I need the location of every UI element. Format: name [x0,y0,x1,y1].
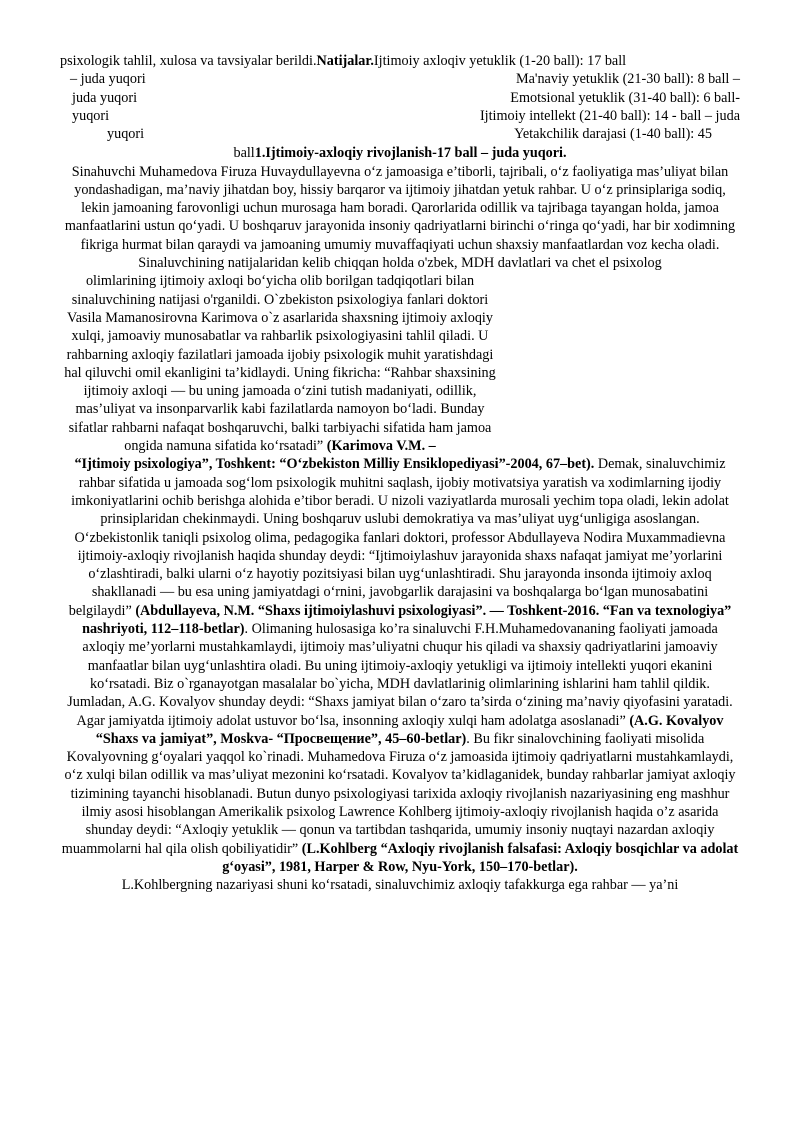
score-intellect: Ijtimoiy intellekt (21-40 ball): 14 - ball – juda [479,107,740,124]
paragraph-3-text: Demak, sinaluvchimiz rahbar sifatida u jamoada sog‘lom psixologik muhitni saqlash, ijobiy motivatsiya yaratish va xodimlarning ijodiy imkoniyatlarini ochib berishga alohida e’tibor beradi. U nizoli vaziyatlarda murosali yechim topa oladi, lekin adolat prinsiplaridan chekinmaydi. Uning boshqaruv uslubi demokratiya va mas’uliyat uyg‘unligiga asoslangan. O‘zbekistonlik taniqli psixolog olima, pedagogika fanlari doktori, professor Abdullayeva Nodira Muxammadievna ijtimoiy-axloqiy rivojlanish haqida shunday deydi: “Ijtimoiylashuv jarayonida shaxs nafaqat jamiyat me’yorlarini o‘zlashtiradi, balki ularni o‘z hayotiy pozitsiyasi bilan uyg‘unlashtiradi. Shu jarayonda insonda ijtimoiy axloq shakllanadi — bu esa uning jamiyatdagi o‘rnini, javobgarlik darajasini va boshqalarga bo‘lgan munosabatini belgilaydi” [68,456,729,619]
reference-kovalyov: (A.G. Kovalyov “Shaxs va jamiyat”, Moskva- “Просвещение”, 45–60-betlar) [95,712,724,747]
score-spiritual: Ma'naviy yetuklik (21-30 ball): 8 ball – [516,71,740,88]
score-text: – juda yuqori [70,71,146,88]
reference-start: (Karimova V.M. – [323,438,436,455]
score-social-moral: Ijtimoiy axloqiv yetuklik (1-20 ball): 17 ball [373,53,627,69]
results-intro-line [60,52,740,70]
reference-kohlberg: (L.Kohlberg “Axloqiy rivojlanish falsafasi: Axloqiy bosqichlar va adolat g‘oyasi”, 1981, Harper & Row, Nyu-York, 150–170-betlar). [222,840,739,875]
reference-karimova: “Ijtimoiy psixologiya”, Toshkent: “O‘zbekiston Milliy Ensiklopediyasi”-2004, 67–bet). [74,456,595,473]
reference-abdullayeva: (Abdullayeva, N.M. “Shaxs ijtimoiylashuvi psixologiyasi”. — Toshkent-2016. “Fan va texnologiya” nashriyoti, 112–118-betlar) [82,602,732,638]
paragraph-3 [60,455,740,876]
paragraph-5-text: . Bu fikr sinalovchining faoliyati misolida Kovalyovning g‘oyalari yaqqol ko`rinadi. Muhamedova Firuza o‘z jamoasida ijtimoiy qadriyatlarni mustahkamlaydi, o‘z xulqi bilan odillik va mas’uliyat mezonini ko‘rsatadi. Kovalyov ta’kidlaganidek, bunday rahbarlar jamiyat axloqiy tizimining tayanchi hisoblanadi. Butun dunyo psixologiyasi tarixida axloqiy rivojlanish nazariyasining eng mashhur ilmiy asosi hisoblangan Amerikalik psixolog Lawrence Kohlberg ijtimoiy-axloqiy rivojlanish haqida o’z asarida shunday deydi: “Axloqiy yetuklik — qonun va tartibdan tashqarida, umumiy insoniy nuqtayi nazardan axloqiy muammolarni hal qila olish qobiliyatidir” [61,730,736,857]
paragraph-6: L.Kohlbergning nazariyasi shuni ko‘rsatadi, sinaluvchimiz axloqiy tafakkurga ega rahbar — ya’ni [121,877,679,894]
heading-title: 1.Ijtimoiy-axloqiy rivojlanish-17 ball – juda yuqori. [254,145,567,162]
intro-text: psixologik tahlil, xulosa va tavsiyalar berildi. [60,53,317,69]
score-text: yuqori [72,107,110,124]
narrow-paragraph [60,272,500,455]
score-text: yuqori [107,126,145,143]
paragraph-4-text: . Olimaning hulosasiga ko’ra sinaluvchi F.H.Muhamedovananing faoliyati jamoada axloqiy me’yorlarni mustahkamlaydi, ijtimoiy mas’uliyatni chuqur his qiladi va shaxsiy qadriyatlarini jamoaviy manfaatlar bilan uyg‘unlashtira oladi. Bu uning ijtimoiy-axloqiy yetukligi va ijtimoiy intellekti yuqori ekanini ko‘rsatadi. Biz o`rganayotgan masalalar bo`yicha, MDH davlatlarinig olimlarining ishlarini ham tahlil qildik. Jumladan, A.G. Kovalyov shunday deydi: “Shaxs jamiyat bilan o‘zaro ta’sirda o‘zining ma’naviy qiyofasini yaratadi. Agar jamiyatda ijtimoiy adolat ustuvor bo‘lsa, insonning axloqiy xulqi ham adolatga asoslanadi” [67,621,733,729]
narrow-text: olimlarining ijtimoiy axloqi bo‘yicha olib borilgan tadqiqotlari bilan sinaluvchining natijasi o'rganildi. O`zbekiston psixologiya fanlari doktori Vasila Mamanosirovna Karimova o`z asarlarida shaxsning ijtimoiy axloqiy xulqi, jamoaviy munosabatlar va rahbarlik psixologiyasini tahlil qiladi. U rahbarning axloqiy fazilatlari jamoada ijobiy psixologik muhit yaratishdagi hal qiluvchi omil ekanligini ta’kidlaydi. Uning fikricha: “Rahbar shaxsining ijtimoiy axloqi — bu uning jamoada o‘zini tutish madaniyati, odillik, mas’uliyat va insonparvarlik kabi fazilatlarda namoyon bo‘ladi. Bunday sifatlar rahbarni nafaqat boshqaruvchi, balki tarbiyachi sifatida ham jamoa ongida namuna sifatida ko‘rsatadi” [64,273,496,455]
document-page [60,52,740,894]
paragraph-1: Sinahuvchi Muhamedova Firuza Huvaydullayevna o‘z jamoasiga e’tiborli, tajribali, o‘z faoliyatiga mas’uliyat bilan yondashadigan, ma’naviy jihatdan boy, hissiy barqaror va ijtimoiy jihatdan yetuk rahbar. U o‘z prinsiplariga sodiq, lekin jamoaning farovonligi uchun murosaga ham boradi. Qarorlarida odillik va tajribaga tayangan holda, jamoa manfaatlarini ustun qo‘yadi. U boshqaruv jarayonida insoniy qadriyatlarni birinchi o‘ringa qo‘yadi, har bir xodimning fikriga hurmat bilan qaraydi va jamoaning umumiy muvaffaqiyati uchun shaxsiy manfaatlardan voz kecha oladi. [64,163,736,253]
score-list [60,70,740,162]
score-text: juda yuqori [72,89,138,106]
heading-prefix: ball [233,145,255,162]
results-label: Natijalar. [316,53,374,69]
paragraph-2-line: Sinaluvchining natijalaridan kelib chiqqan holda o'zbek, MDH davlatlari va chet el psixolog [138,255,662,272]
score-leadership: Yetakchilik darajasi (1-40 ball): 45 [514,126,712,143]
score-emotional: Emotsional yetuklik (31-40 ball): 6 ball- [510,89,740,106]
